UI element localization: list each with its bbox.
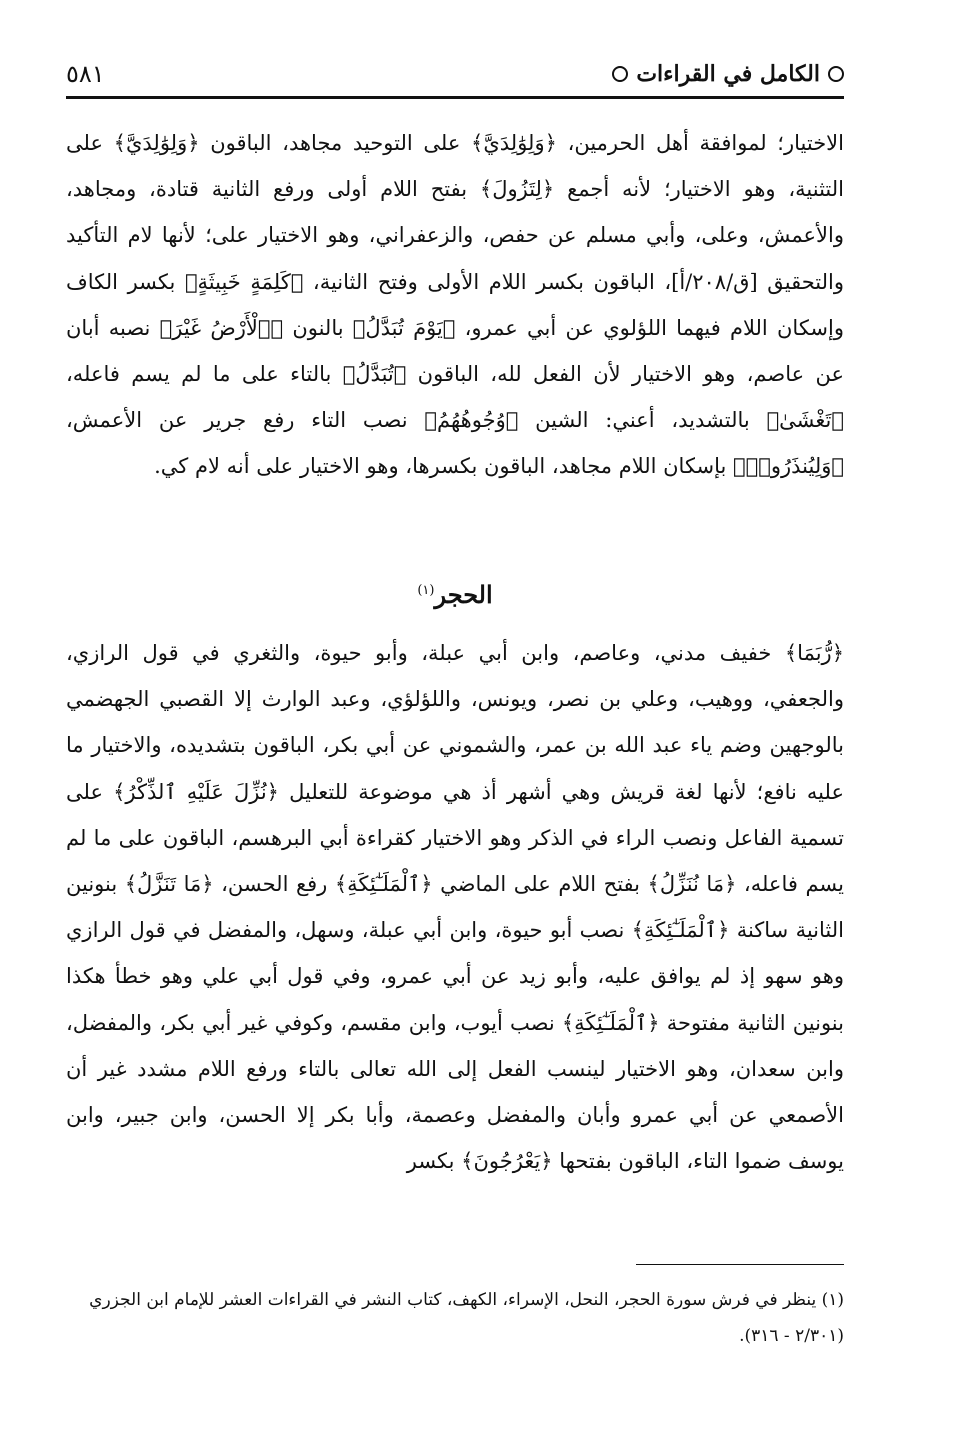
book-title: الكامل في القراءات	[636, 61, 820, 87]
footnote-divider	[636, 1264, 844, 1265]
paragraph: ﴿رُّبَمَا﴾ خفيف مدني، وعاصم، وابن أبي عبلة، وأبو حيوة، والثغري في قول الرازي، والجعفي، ووهيب، وعلي بن نصر، ويونس، واللؤلؤي، وعبد الوارث إلا القصبي الجهضمي بالوجهين وضم ياء عبد الله بن عمر، والشموني عن أبي بكر، الباقون بتشديده، والاختيار ما عليه نافع؛ لأنها لغة قريش وهي أشهر أذ هي موضوعة للتعليل ﴿نُزِّلَ عَلَيْهِ ٱلذِّكْرُ﴾ على تسمية الفاعل ونصب الراء في الذكر وهو الاختيار كقراءة أبي البرهسم، الباقون على ما لم يسم فاعله، ﴿مَا نُنَزِّلُ﴾ بفتح اللام على الماضي ﴿ٱلْمَلَـٰٓئِكَةِ﴾ رفع الحسن، ﴿مَا تَنَزَّلُ﴾ بنونين الثانية ساكنة ﴿ٱلْمَلَـٰٓئِكَةِ﴾ نصب أبو حيوة، وابن أبي عبلة، وسهل، والمفضل في قول الرازي وهو سهو إذ لم يوافق عليه، وأبو زيد عن أبي عمرو، وفي قول أبي علي وهو خطأ هكذا بنونين الثانية مفتوحة ﴿ٱلْمَلَـٰٓئِكَةِ﴾ نصب أيوب، وابن مقسم، وكوفي غير أبي بكر، والمفضل، وابن سعدان، وهو الاختيار لينسب الفعل إلى الله تعالى بالتاء ورفع اللام مشدد غير أن الأصمعي عن أبي عمرو وأبان والمفضل وعصمة، وأبا بكر إلا الحسن، وابن جبير، وابن يوسف ضموا التاء، الباقون بفتحها ﴿يَعْرُجُونَ﴾ بكسر	[66, 641, 844, 1174]
running-title	[612, 61, 844, 87]
footnote-reference: (١)	[417, 583, 435, 598]
circle-ornament-icon	[612, 66, 628, 82]
footnote	[66, 1282, 844, 1354]
paragraph: الاختيار؛ لموافقة أهل الحرمين، ﴿وَلِوَٰلِدَيَّ﴾ على التوحيد مجاهد، الباقون ﴿وَلِوَٰلِدَيَّ﴾ على التثنية، وهو الاختيار؛ لأنه أجمع ﴿لِتَزُولَ﴾ بفتح اللام أولى ورفع الثانية قتادة، ومجاهد، والأعمش، وعلى، وأبي مسلم عن حفص، والزعفراني، وهو الاختيار على؛ لأنها لام التأكيد والتحقيق [ق/٢٠٨/أ]، الباقون بكسر اللام الأولى وفتح الثانية، ﴿كَلِمَةٍ خَبِيثَةٍ﴾ بكسر الكاف وإسكان اللام فيهما اللؤلوي عن أبي عمرو، ﴿يَوْمَ تُبَدَّلُ﴾ بالنون ﴿ٱلْأَرْضُ غَيْرَ﴾ نصبه أبان عن عاصم، وهو الاختيار لأن الفعل لله، الباقون ﴿تُبَدَّلُ﴾ بالتاء على ما لم يسم فاعله، ﴿تَغْشَىٰ﴾ بالتشديد، أعني: الشين ﴿وُجُوهُهُمُ﴾ نصب التاء رفع جرير عن الأعمش، ﴿وَلِيُنذَرُوا۟﴾ بإسكان اللام مجاهد، الباقون بكسرها، وهو الاختيار على أنه لام كي.	[66, 131, 844, 479]
section-heading	[66, 580, 844, 609]
body-text-after	[66, 630, 844, 1184]
section-title: الحجر	[434, 580, 493, 609]
page-number: ٥٨١	[66, 60, 105, 88]
circle-ornament-icon	[828, 66, 844, 82]
body-text-before	[66, 120, 844, 490]
running-header	[66, 52, 844, 99]
footnote-line: (١) ينظر في فرش سورة الحجر، النحل، الإسراء، الكهف، كتاب النشر في القراءات العشر للإمام ابن الجزري	[89, 1290, 844, 1310]
footnote-line: (٢/٣٠١ - ٣١٦).	[739, 1326, 844, 1346]
